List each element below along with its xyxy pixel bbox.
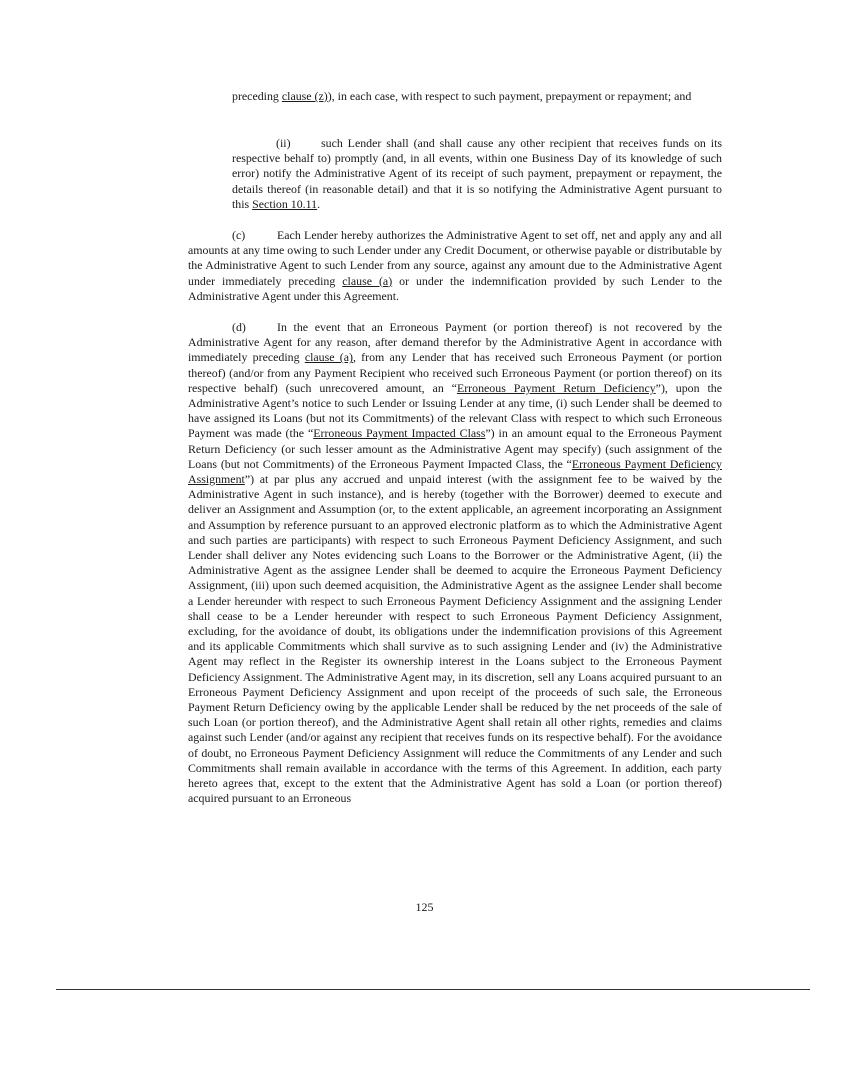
paragraph-ii <box>232 136 722 212</box>
text-run: ), in each case, with respect to such payment, prepayment or repayment; and <box>327 89 692 103</box>
page-number: 125 <box>415 900 434 914</box>
paragraph-d <box>188 320 722 807</box>
text-run: Each Lender hereby authorizes the Administrative Agent to set off, net and apply any and all amounts at any time owing to such Lender under any Credit Document, or otherwise payable or distributable by the Administrative Agent to such Lender from any source, against any amount due to the Administrative Agent under immediately preceding <box>188 228 722 288</box>
footer-rule <box>56 989 810 990</box>
text-run: . <box>317 196 321 211</box>
paragraph-number: (ii) <box>276 136 291 150</box>
paragraph-continuation <box>232 89 722 104</box>
text-run: ”) in an amount equal to the Erroneous Payment Return Deficiency (or such lesser amount as the Administrative Agent may specify) (such assignment of the Loans (but not Commitments) of the Erroneous Payment Impacted Class, the “ <box>188 426 722 471</box>
text-run: or under the indemnification provided by such Lender to the Administrative Agent under this Agreement. <box>188 273 722 303</box>
paragraph-c <box>188 228 722 304</box>
text-run: ”), upon the Administrative Agent’s notice to such Lender or Issuing Lender at any time, (i) such Lender shall be deemed to have assigned its Loans (but not its Commitments) of the relevant Class with respect to which such Erroneous Payment was made (the “ <box>188 380 722 441</box>
text-run: , from any Lender that has received such Erroneous Payment (or portion thereof) (and/or from any Payment Recipient who received such Erroneous Payment (or portion thereof) on its respective behalf) (such unrecovered amount, an “ <box>188 350 722 395</box>
text-run: ”) at par plus any accrued and unpaid interest (with the assignment fee to be waived by the Administrative Agent in such instance), and is hereby (together with the Borrower) deemed to execute and deliver an Assignment and Assumption (or, to the extent applicable, an agreement incorporating an Assignment and Assumption by reference pursuant to an approved electronic platform as to which the Administrative Agent and such parties are participants) with respect to such Erroneous Payment Deficiency Assignment, and such Lender shall deliver any Notes evidencing such Loans to the Borrower or the Administrative Agent, (ii) the Administrative Agent as the assignee Lender shall be deemed to acquire the Erroneous Payment Deficiency Assignment, (iii) upon such deemed acquisition, the Administrative Agent as the assignee Lender shall become a Lender hereunder with respect to such Erroneous Payment Deficiency Assignment and the assigning Lender shall cease to be a Lender hereunder with respect to such Erroneous Payment Deficiency Assignment, excluding, for the avoidance of doubt, its obligations under the indemnification provisions of this Agreement and its applicable Commitments which shall survive as to such assigning Lender and (iv) the Administrative Agent may reflect in the Register its ownership interest in the Loans subject to the Erroneous Payment Deficiency Assignment. The Administrative Agent may, in its discretion, sell any Loans acquired pursuant to an Erroneous Payment Deficiency Assignment and upon receipt of the proceeds of such sale, the Erroneous Payment Return Deficiency owing by the applicable Lender shall be reduced by the net proceeds of the sale of such Loan (or portion thereof), and the Administrative Agent shall retain all other rights, remedies and claims against such Lender (and/or against any recipient that receives funds on its respective behalf). For the avoidance of doubt, no Erroneous Payment Deficiency Assignment will reduce the Commitments of any Lender and such Commitments shall remain available in accordance with the terms of this Agreement. In addition, each party hereto agrees that, except to the extent that the Administrative Agent has sold a Loan (or portion thereof) acquired pursuant to an Erroneous <box>188 472 722 806</box>
defined-term-erroneous-payment-impacted-class: Erroneous Payment Impacted Class <box>313 426 486 441</box>
paragraph-number: (d) <box>232 320 246 334</box>
cross-reference-clause-z[interactable]: clause (z) <box>281 89 328 103</box>
defined-term-erroneous-payment-return-deficiency: Erroneous Payment Return Deficiency <box>456 380 656 395</box>
cross-reference-section-10-11[interactable]: Section 10.11 <box>252 196 318 211</box>
defined-term-erroneous-payment-deficiency-assignment: Erroneous Payment Deficiency Assignment <box>188 456 722 487</box>
cross-reference-clause-a[interactable]: clause (a) <box>304 350 353 365</box>
paragraph-number: (c) <box>232 228 246 242</box>
text-run: In the event that an Erroneous Payment (or portion thereof) is not recovered by the Administrative Agent for any reason, after demand therefor by the Administrative Agent in accordance with immediately preceding <box>188 320 722 365</box>
text-run: preceding <box>232 89 282 103</box>
cross-reference-clause-a[interactable]: clause (a) <box>342 273 393 288</box>
text-run: such Lender shall (and shall cause any other recipient that receives funds on its respective behalf to) promptly (and, in all events, within one Business Day of its knowledge of such error) notify the Administrative Agent of its receipt of such payment, prepayment or repayment, the details thereof (in reasonable detail) and that it is so notifying the Administrative Agent pursuant to this <box>232 136 722 211</box>
